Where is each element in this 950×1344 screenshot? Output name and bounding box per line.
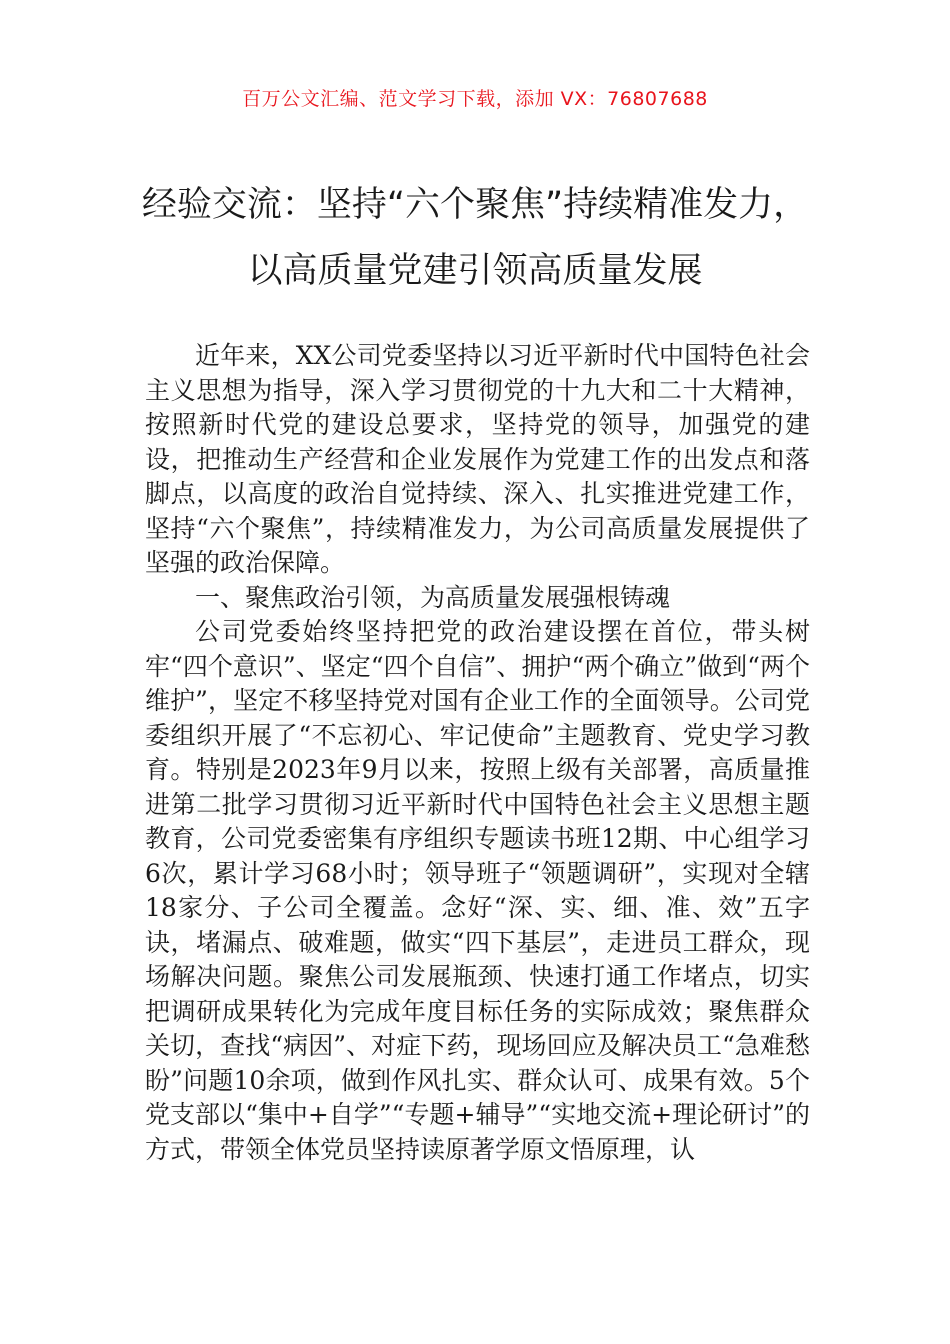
intro-paragraph: 近年来，XX公司党委坚持以习近平新时代中国特色社会主义思想为指导，深入学习贯彻党的十九大和二十大精神，按照新时代党的建设总要求，坚持党的领导，加强党的建设，把推动生产经营和企业发展作为党建工作的出发点和落脚点，以高度的政治自觉持续、深入、扎实推进党建工作，坚持“六个聚焦”，持续精准发力，为公司高质量发展提供了坚强的政治保障。 [145, 341, 810, 577]
watermark-header: 百万公文汇编、范文学习下载，添加 VX：76807688 [242, 88, 708, 110]
document-title: 经验交流：坚持“六个聚焦”持续精准发力，以高质量党建引领高质量发展 [141, 185, 809, 291]
document-body [145, 339, 810, 1167]
body-paragraph: 公司党委始终坚持把党的政治建设摆在首位，带头树牢“四个意识”、坚定“四个自信”、拥护“两个确立”做到“两个维护”，坚定不移坚持党对国有企业工作的全面领导。公司党委组织开展了“不忘初心、牢记使命”主题教育、党史学习教育。特别是2023年9月以来，按照上级有关部署，高质量推进第二批学习贯彻习近平新时代中国特色社会主义思想主题教育，公司党委密集有序组织专题读书班12期、中心组学习6次，累计学习68小时；领导班子“领题调研”，实现对全辖18家分、子公司全覆盖。念好“深、实、细、准、效”五字诀，堵漏点、破难题，做实“四下基层”，走进员工群众，现场解决问题。聚焦公司发展瓶颈、快速打通工作堵点，切实把调研成果转化为完成年度目标任务的实际成效；聚焦群众关切，查找“病因”、对症下药，现场回应及解决员工“急难愁盼”问题10余项，做到作风扎实、群众认可、成果有效。5个党支部以“集中+自学”“专题+辅导”“实地交流+理论研讨”的方式，带领全体党员坚持读原著学原文悟原理，认 [145, 617, 810, 1164]
section-heading: 一、聚焦政治引领，为高质量发展强根铸魂 [195, 582, 671, 612]
